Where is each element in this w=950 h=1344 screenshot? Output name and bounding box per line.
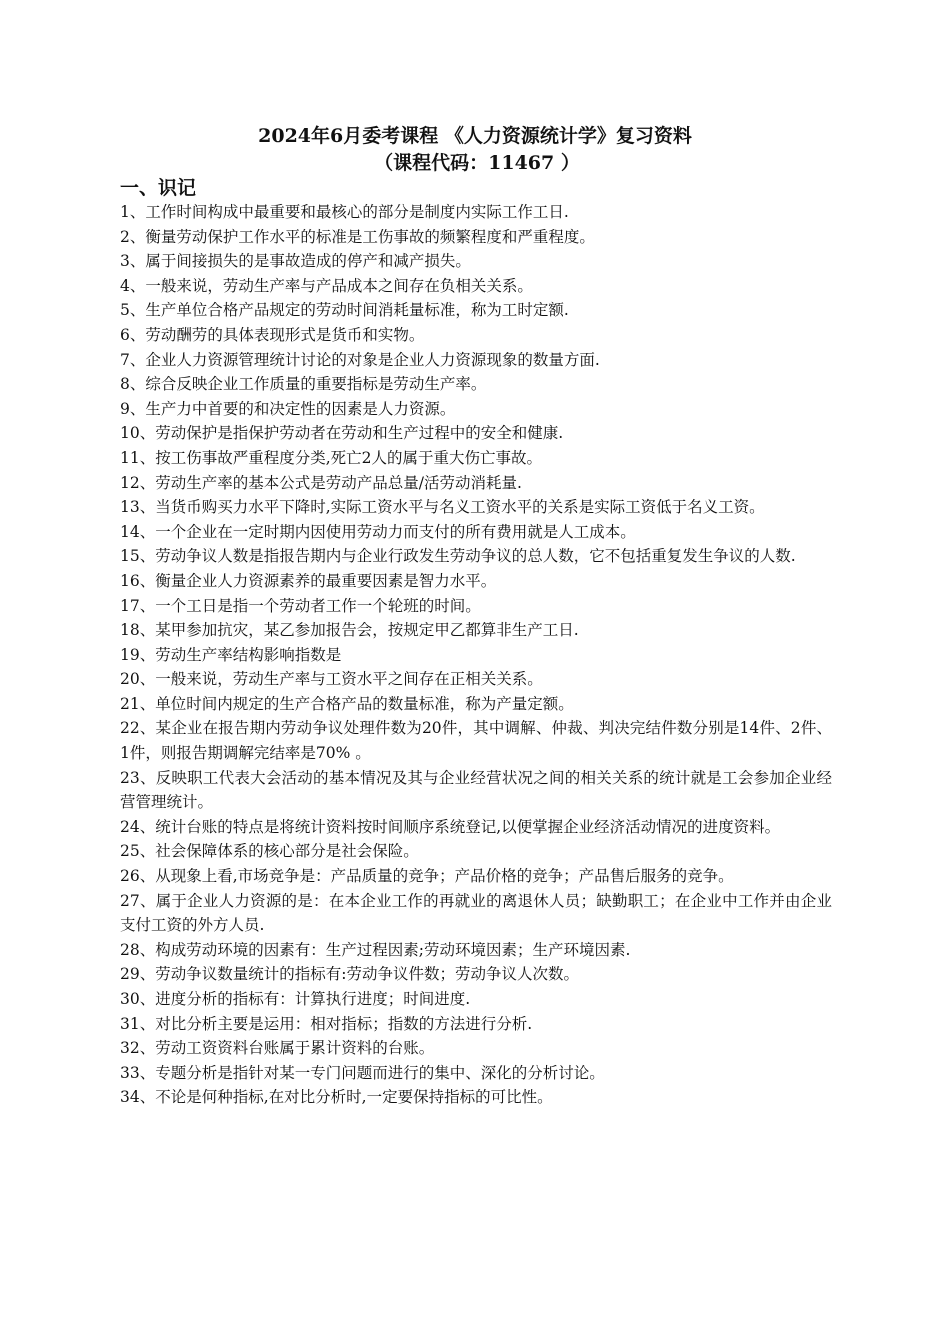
document-subtitle: （课程代码：11467 ） (374, 152, 580, 174)
list-item: 7、企业人力资源管理统计讨论的对象是企业人力资源现象的数量方面. (120, 350, 600, 369)
list-item: 9、生产力中首要的和决定性的因素是人力资源。 (120, 399, 456, 418)
list-item: 19、劳动生产率结构影响指数是 (120, 645, 342, 664)
list-item: 24、统计台账的特点是将统计资料按时间顺序系统登记,以便掌握企业经济活动情况的进度资料。 (120, 817, 781, 836)
list-item: 22、某企业在报告期内劳动争议处理件数为20件，其中调解、仲裁、判决完结件数分别是14件、2件、1件，则报告期调解完结率是70% 。 (120, 719, 832, 763)
list-item: 28、构成劳动环境的因素有：生产过程因素;劳动环境因素；生产环境因素. (120, 940, 631, 959)
list-item: 1、工作时间构成中最重要和最核心的部分是制度内实际工作工日. (120, 203, 569, 221)
list-item: 34、不论是何种指标,在对比分析时,一定要保持指标的可比性。 (120, 1088, 553, 1107)
list-item: 18、某甲参加抗灾，某乙参加报告会，按规定甲乙都算非生产工日. (120, 621, 579, 640)
list-item: 33、专题分析是指针对某一专门问题而进行的集中、深化的分析讨论。 (120, 1063, 605, 1082)
list-item: 17、一个工日是指一个劳动者工作一个轮班的时间。 (120, 596, 481, 615)
list-item: 4、一般来说，劳动生产率与产品成本之间存在负相关关系。 (120, 276, 533, 295)
section-heading: 一、识记 (120, 177, 197, 199)
list-item: 21、单位时间内规定的生产合格产品的数量标准，称为产量定额。 (120, 694, 574, 713)
list-item: 13、当货币购买力水平下降时,实际工资水平与名义工资水平的关系是实际工资低于名义工资。 (120, 498, 765, 517)
list-item: 16、衡量企业人力资源素养的最重要因素是智力水平。 (120, 571, 497, 590)
list-item: 31、对比分析主要是运用：相对指标；指数的方法进行分析. (120, 1014, 533, 1033)
list-item: 20、一般来说，劳动生产率与工资水平之间存在正相关关系。 (120, 670, 543, 689)
list-item: 25、社会保障体系的核心部分是社会保险。 (120, 842, 419, 861)
list-item: 26、从现象上看,市场竞争是：产品质量的竞争；产品价格的竞争；产品售后服务的竞争。 (120, 867, 734, 886)
list-item: 6、劳动酬劳的具体表现形式是货币和实物。 (120, 325, 425, 344)
list-item: 12、劳动生产率的基本公式是劳动产品总量/活劳动消耗量. (120, 473, 522, 492)
list-item: 11、按工伤事故严重程度分类,死亡2人的属于重大伤亡事故。 (120, 448, 543, 467)
list-item: 30、进度分析的指标有：计算执行进度；时间进度. (120, 990, 471, 1008)
list-item: 15、劳动争议人数是指报告期内与企业行政发生劳动争议的总人数，它不包括重复发生争议的人数. (120, 547, 796, 566)
list-item: 29、劳动争议数量统计的指标有:劳动争议件数；劳动争议人次数。 (120, 965, 579, 984)
document-title: 2024年6月委考课程 《人力资源统计学》复习资料 (258, 125, 692, 147)
title-block (0, 123, 950, 177)
list-item: 23、反映职工代表大会活动的基本情况及其与企业经营状况之间的相关关系的统计就是工会参加企业经营管理统计。 (120, 768, 832, 812)
list-item: 10、劳动保护是指保护劳动者在劳动和生产过程中的安全和健康. (120, 424, 564, 443)
list-item: 27、属于企业人力资源的是：在本企业工作的再就业的离退休人员；缺勤职工；在企业中工作并由企业支付工资的外方人员. (120, 891, 832, 935)
item-list (120, 200, 832, 1110)
list-item: 14、一个企业在一定时期内因使用劳动力而支付的所有费用就是人工成本。 (120, 522, 636, 541)
list-item: 8、综合反映企业工作质量的重要指标是劳动生产率。 (120, 375, 487, 394)
list-item: 2、衡量劳动保护工作水平的标准是工伤事故的频繁程度和严重程度。 (120, 227, 595, 246)
list-item: 32、劳动工资资料台账属于累计资料的台账。 (120, 1039, 435, 1058)
list-item: 3、属于间接损失的是事故造成的停产和减产损失。 (120, 252, 471, 271)
list-item: 5、生产单位合格产品规定的劳动时间消耗量标准，称为工时定额. (120, 301, 569, 320)
